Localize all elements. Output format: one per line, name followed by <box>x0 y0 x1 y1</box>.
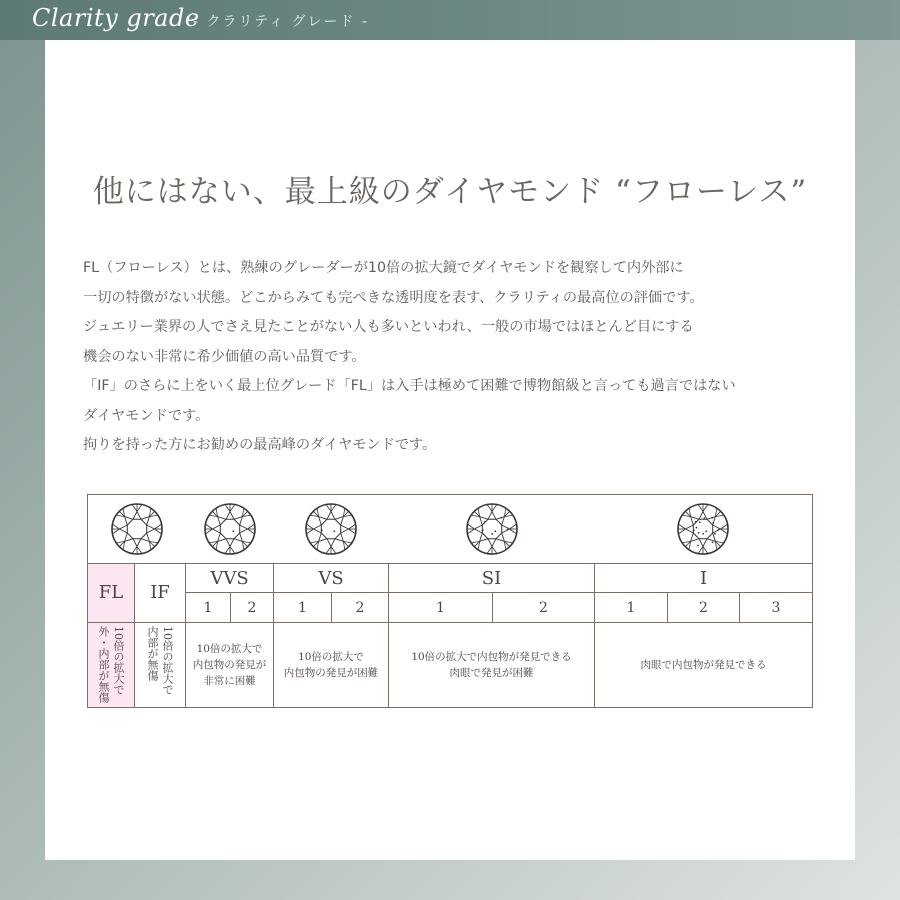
desc-fl <box>88 622 135 707</box>
diamond-i-icon <box>676 502 730 556</box>
headline: 他にはない、最上級のダイヤモンド “フローレス” <box>92 174 808 210</box>
body-line: 一切の特徴がない状態。どこからみても完ぺきな透明度を表す、クラリティの最高位の評価です。 <box>83 289 704 306</box>
body-line: 機会のない非常に希少価値の高い品質です。 <box>83 348 366 365</box>
sub-grade-si1: 1 <box>389 593 493 622</box>
header-bar <box>0 0 900 40</box>
diamond-flawless-icon <box>110 502 164 556</box>
body-line: 拘りを持った方にお勧めの最高峰のダイヤモンドです。 <box>83 437 437 453</box>
body-line: FL（フローレス）とは、熟練のグレーダーが10倍の拡大鏡でダイヤモンドを観察して内外部に <box>83 260 684 276</box>
section-subtitle: - クラリティ グレード - <box>193 14 370 30</box>
sub-grade-vs2: 2 <box>332 593 389 622</box>
sub-grade-i3: 3 <box>740 593 813 622</box>
desc-vs-line: 10倍の拡大で <box>298 650 364 663</box>
diamond-cell <box>88 495 186 564</box>
desc-if <box>135 622 186 707</box>
body-text <box>83 254 823 461</box>
desc-vvs <box>186 622 274 707</box>
grade-si: SI <box>389 564 595 593</box>
sub-grade-i1: 1 <box>595 593 668 622</box>
clarity-grade-table <box>87 494 813 708</box>
desc-si <box>389 622 595 707</box>
body-line: 「IF」のさらに上をいく最上位グレード「FL」は入手は極めて困難で博物館級と言っても過言ではない <box>83 378 736 394</box>
desc-vvs-line: 内包物の発見が <box>192 658 267 671</box>
desc-i-line: 肉眼で内包物が発見できる <box>640 658 767 671</box>
desc-vs-line: 内包物の発見が困難 <box>283 666 379 679</box>
desc-vvs-line: 非常に困難 <box>203 674 256 687</box>
sub-grade-i2: 2 <box>668 593 740 622</box>
desc-si-line: 肉眼で発見が困難 <box>449 666 534 679</box>
body-line: ダイヤモンドです。 <box>83 407 210 424</box>
desc-fl-line: 外・内部が無傷 <box>97 625 110 703</box>
desc-si-line: 10倍の拡大で内包物が発見できる <box>411 650 572 663</box>
body-line: ジュエリー業界の人でさえ見たことがない人も多いといわれ、一般の市場ではほとんど目にする <box>83 319 694 335</box>
sub-grade-si2: 2 <box>493 593 595 622</box>
grade-if: IF <box>135 564 186 622</box>
diamond-vs-icon <box>304 502 358 556</box>
desc-if-line: 内部が無傷 <box>146 625 159 681</box>
diamond-cell <box>186 495 274 564</box>
desc-vs <box>274 622 389 707</box>
diamond-vvs-icon <box>203 502 257 556</box>
diamond-cell <box>274 495 389 564</box>
section-title: Clarity grade <box>32 4 200 32</box>
desc-i <box>595 622 813 707</box>
desc-fl-line: 10倍の拡大で <box>112 625 125 695</box>
sub-grade-vvs1: 1 <box>186 593 231 622</box>
desc-if-line: 10倍の拡大で <box>161 625 174 695</box>
grade-vvs: VVS <box>186 564 274 593</box>
desc-vvs-line: 10倍の拡大で <box>196 642 263 655</box>
grade-fl: FL <box>88 564 135 622</box>
diamond-cell <box>595 495 813 564</box>
diamond-si-icon <box>465 502 519 556</box>
grade-i: I <box>595 564 813 593</box>
grade-vs: VS <box>274 564 389 593</box>
diamond-cell <box>389 495 595 564</box>
sub-grade-vvs2: 2 <box>231 593 274 622</box>
sub-grade-vs1: 1 <box>274 593 332 622</box>
